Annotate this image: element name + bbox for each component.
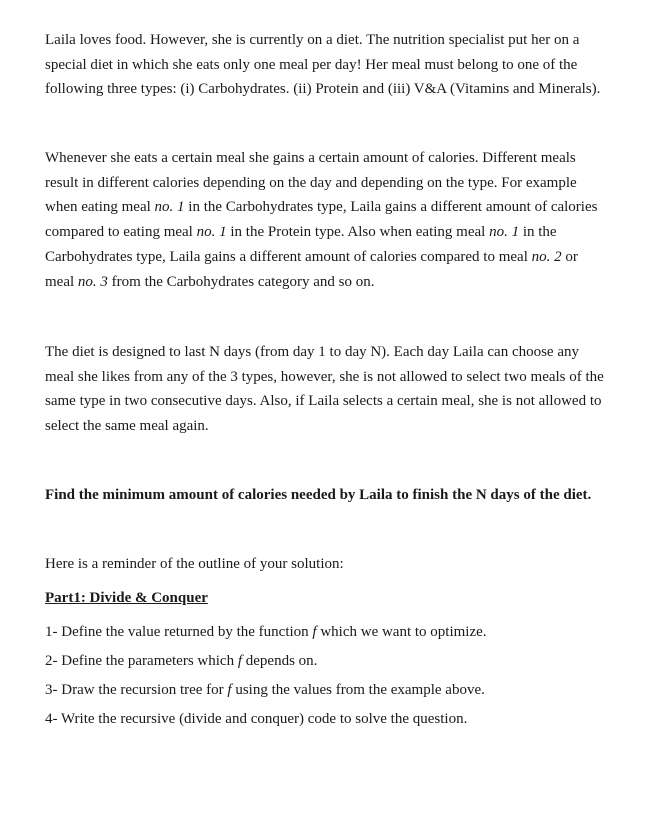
paragraph-intro [45, 28, 625, 102]
function-name: f [237, 653, 243, 669]
paragraph-calories [45, 146, 625, 294]
text-line: Laila loves food. However, she is currently on a diet. The nutrition specialist put her on a [45, 32, 580, 48]
meal-number: no. 1 [489, 224, 520, 241]
step-3: 3- Draw the recursion tree for f using the values from the example above. [45, 682, 485, 698]
step-4: 4- Write the recursive (divide and conquer) code to solve the question. [45, 711, 468, 727]
text-line: meal no. 3 from the Carbohydrates category and so on. [45, 273, 375, 290]
meal-number: no. 3 [77, 273, 108, 290]
text-line: The diet is designed to last N days (from day 1 to day N). Each day Laila can choose any [45, 344, 580, 360]
task-statement: Find the minimum amount of calories needed by Laila to finish the N days of the diet. [45, 487, 592, 503]
text-line: Whenever she eats a certain meal she gains a certain amount of calories. Different meals [45, 150, 576, 166]
text-line: select the same meal again. [45, 418, 209, 435]
text-line: when eating meal no. 1 in the Carbohydrates type, Laila gains a different amount of calories [45, 199, 598, 216]
part-heading: Part1: Divide & Conquer [45, 590, 208, 606]
reminder-text: Here is a reminder of the outline of your solution: [45, 556, 344, 572]
text-line: special diet in which she eats only one meal per day! Her meal must belong to one of the [45, 56, 578, 73]
function-name: f [227, 682, 232, 698]
text-line: same type in two consecutive days. Also, if Laila selects a certain meal, she is not allowed to [45, 393, 602, 410]
text-line: meal she likes from any of the 3 types, however, she is not allowed to select two meals of the [45, 368, 604, 385]
step-2: 2- Define the parameters which f depends on. [45, 653, 318, 669]
text-line: compared to eating meal no. 1 in the Protein type. Also when eating meal no. 1 in the [45, 224, 557, 241]
meal-number: no. 2 [531, 248, 562, 265]
step-1: 1- Define the value returned by the function f which we want to optimize. [45, 624, 487, 640]
text-line: Carbohydrates type, Laila gains a different amount of calories compared to meal no. 2 or [45, 248, 578, 265]
paragraph-rules [45, 340, 625, 439]
text-line: following three types: (i) Carbohydrates. (ii) Protein and (iii) V&A (Vitamins and Minerals). [45, 81, 601, 98]
text-line: result in different calories depending on the day and depending on the type. For example [45, 174, 577, 191]
meal-number: no. 1 [154, 199, 185, 216]
function-name: f [312, 624, 317, 640]
meal-number: no. 1 [196, 224, 227, 241]
